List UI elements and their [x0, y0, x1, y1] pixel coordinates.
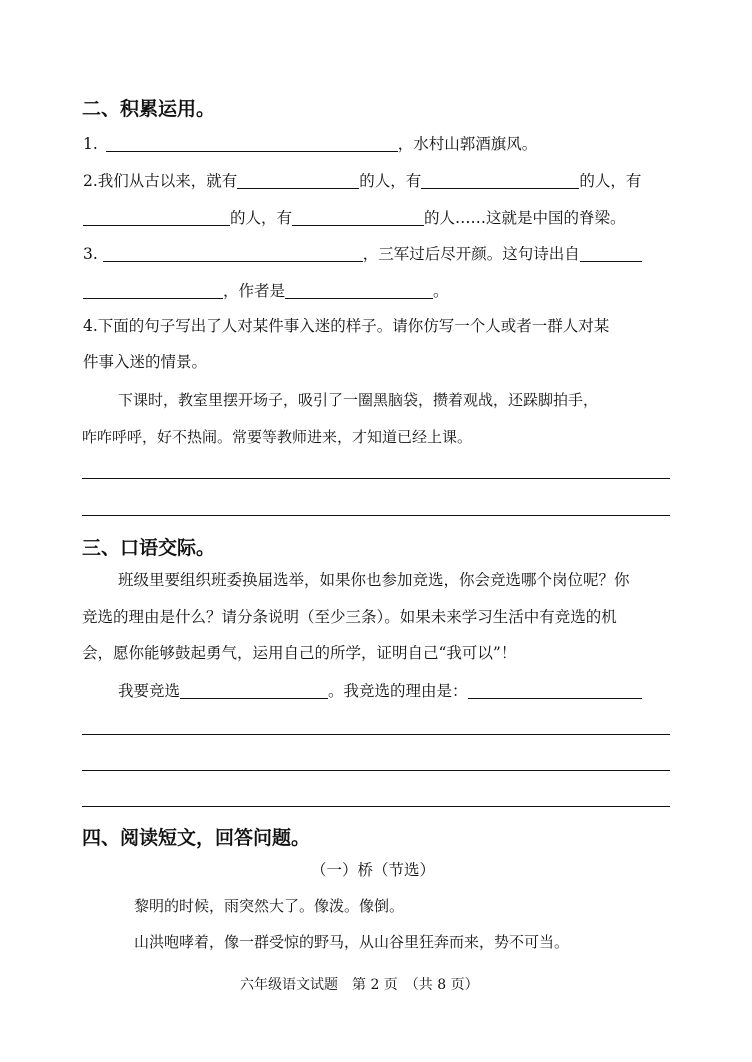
question-2-text-d: 的人……这就是中国的脊梁。 [424, 209, 626, 227]
question-2-prefix: 2.我们从古以来，就有 [83, 172, 238, 190]
section-title-oral: 三、口语交际。 [82, 537, 216, 559]
question-3-line2 [83, 281, 449, 301]
example-passage-line1: 下课时，教室里摆开场子，吸引了一圈黑脑袋，攒着观战，还跺脚拍手， [118, 391, 599, 409]
passage-line1: 黎明的时候，雨突然大了。像泼。像倒。 [134, 897, 405, 915]
question-2-text-a: 的人，有 [359, 172, 422, 190]
question-1 [83, 134, 537, 154]
question-3-number: 3. [83, 245, 98, 263]
question-2-text-c: 的人，有 [230, 209, 293, 227]
answer-blank-3d[interactable] [285, 281, 433, 299]
answer-blank-3b[interactable] [580, 244, 642, 262]
question-1-text: ，水村山郭酒旗风。 [397, 135, 538, 153]
passage-title: （一）桥（节选） [311, 861, 436, 879]
question-3-line1 [83, 244, 642, 264]
answer-blank-1[interactable] [106, 134, 398, 152]
answer-blank-2c[interactable] [83, 208, 230, 226]
question-2-text-b: 的人，有 [579, 172, 642, 190]
example-passage-line2: 咋咋呼呼，好不热闹。常要等教师进来，才知道已经上课。 [82, 428, 473, 446]
section-title-reading: 四、阅读短文，回答问题。 [82, 827, 311, 849]
question-3-text: ，三军过后尽开颜。这句诗出自 [362, 245, 580, 263]
passage-line2: 山洪咆哮着，像一群受惊的野马，从山谷里狂奔而来，势不可当。 [134, 933, 570, 951]
question-1-number: 1. [83, 135, 98, 153]
oral-paragraph-line2: 竞选的理由是什么？请分条说明（至少三条）。如果未来学习生活中有竞选的机 [82, 608, 617, 626]
oral-paragraph-line1: 班级里要组织班委换届选举，如果你也参加竞选，你会竞选哪个岗位呢？你 [118, 571, 630, 589]
answer-line-4b[interactable] [82, 515, 670, 516]
question-2-line1 [83, 171, 641, 191]
answer-line-3c[interactable] [82, 806, 670, 807]
answer-line-3b[interactable] [82, 770, 670, 771]
question-2-line2 [83, 208, 626, 228]
oral-paragraph-line3: 会，愿你能够鼓起勇气，运用自己的所学，证明自己“我可以”！ [82, 644, 517, 662]
answer-blank-reason[interactable] [468, 681, 642, 699]
answer-blank-2b[interactable] [421, 171, 579, 189]
answer-line-4a[interactable] [82, 478, 670, 479]
campaign-line [118, 681, 642, 701]
campaign-label: 我要竞选 [118, 682, 181, 700]
answer-blank-3c[interactable] [83, 281, 223, 299]
question-4-line1: 4.下面的句子写出了人对某件事入迷的样子。请你仿写一个人或者一群人对某 [83, 317, 610, 335]
question-3-end: 。 [433, 282, 449, 300]
answer-blank-3a[interactable] [103, 244, 363, 262]
answer-line-3a[interactable] [82, 734, 670, 735]
answer-blank-position[interactable] [180, 681, 328, 699]
section-title-accumulation: 二、积累运用。 [82, 98, 216, 120]
reason-label: 。我竞选的理由是： [328, 682, 468, 700]
question-3-author-label: ，作者是 [223, 282, 286, 300]
answer-blank-2d[interactable] [292, 208, 424, 226]
page-footer: 六年级语文试题 第 2 页 （共 8 页） [240, 977, 479, 993]
answer-blank-2a[interactable] [237, 171, 359, 189]
question-4-line2: 件事入迷的情景。 [83, 353, 208, 371]
